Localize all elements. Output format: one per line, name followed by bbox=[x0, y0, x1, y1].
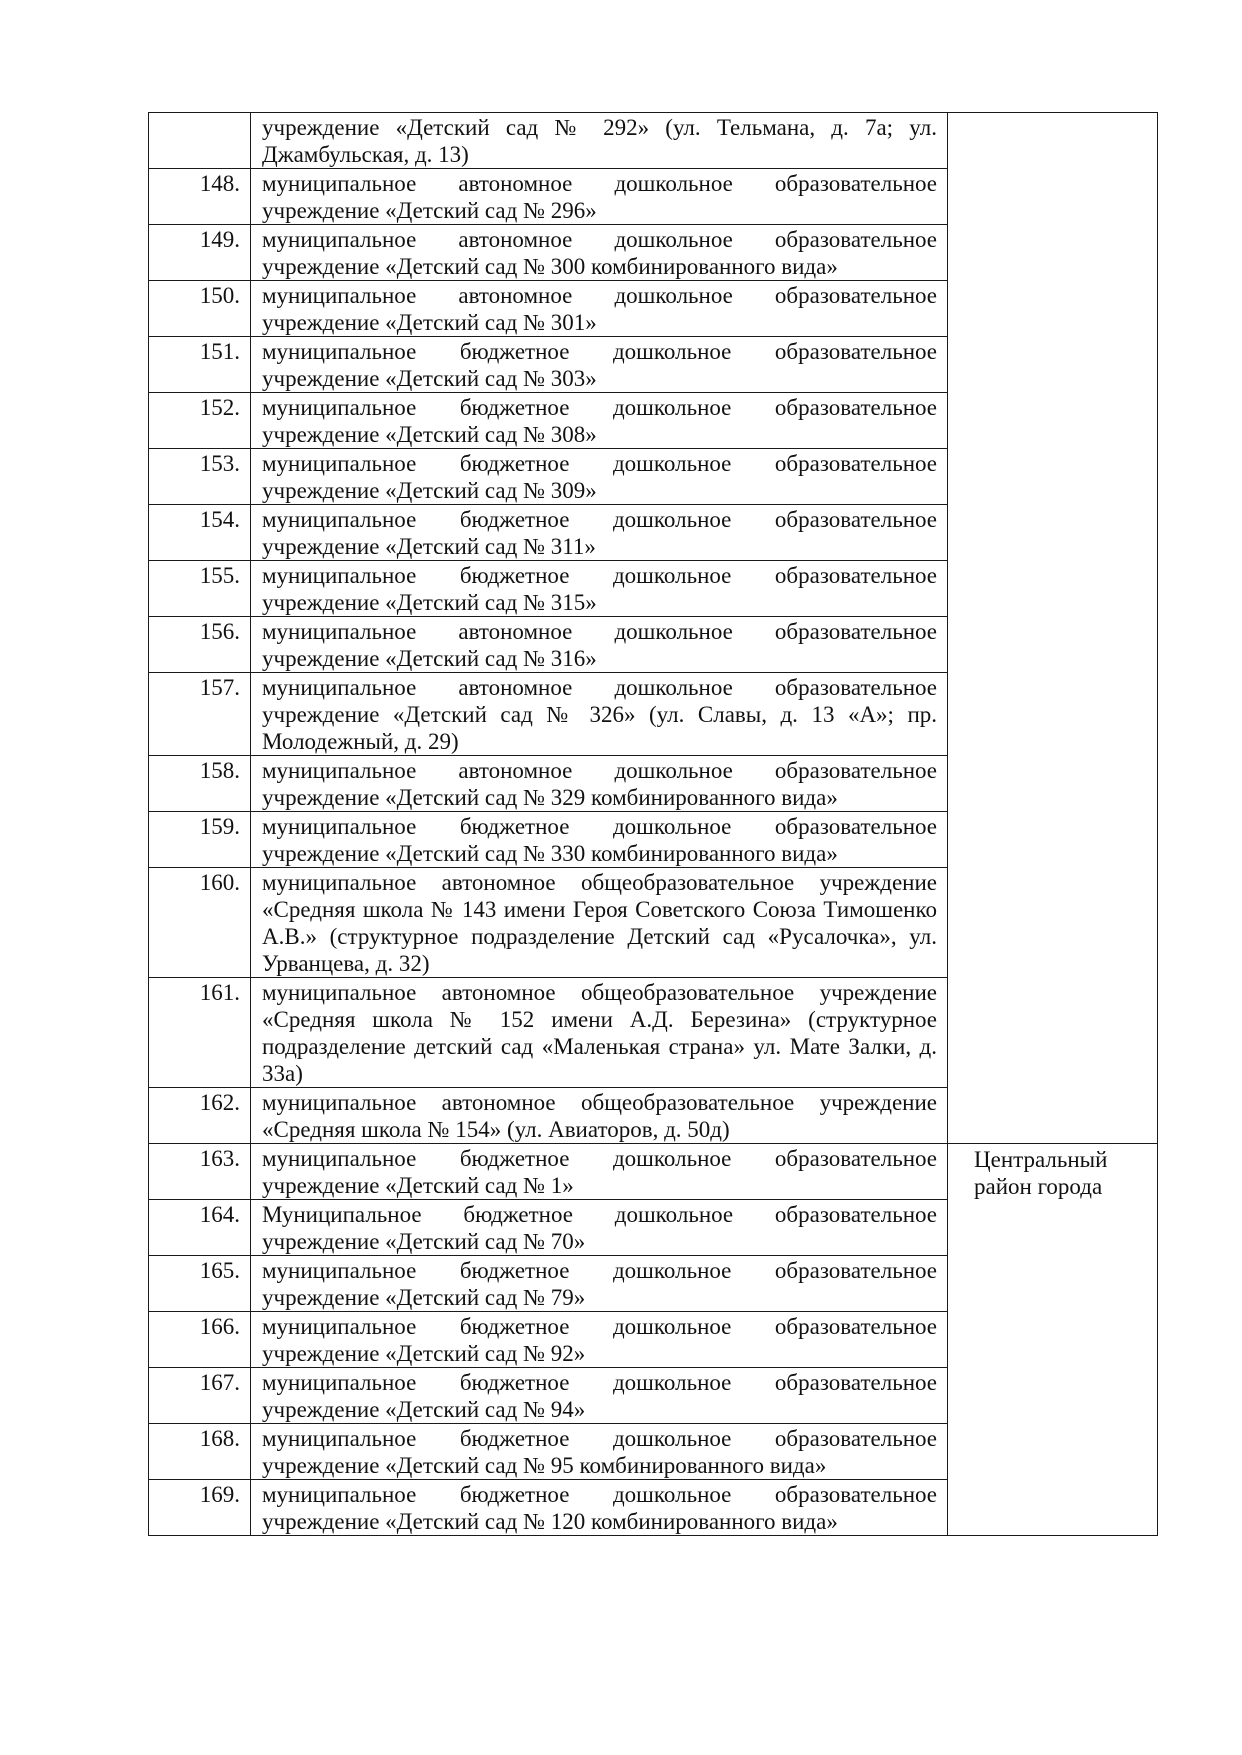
institution-name: муниципальное бюджетное дошкольное образовательное учреждение «Детский сад № 95 комбинированного вида» bbox=[251, 1424, 948, 1480]
institution-name: муниципальное автономное общеобразовательное учреждение «Средняя школа № 154» (ул. Авиаторов, д. 50д) bbox=[251, 1088, 948, 1144]
institution-name: муниципальное автономное дошкольное образовательное учреждение «Детский сад № 296» bbox=[251, 169, 948, 225]
row-number: 168. bbox=[149, 1424, 251, 1480]
institution-name: муниципальное бюджетное дошкольное образовательное учреждение «Детский сад № 330 комбинированного вида» bbox=[251, 812, 948, 868]
institution-name: муниципальное бюджетное дошкольное образовательное учреждение «Детский сад № 309» bbox=[251, 449, 948, 505]
row-number: 161. bbox=[149, 978, 251, 1088]
institution-name: муниципальное автономное дошкольное образовательное учреждение «Детский сад № 301» bbox=[251, 281, 948, 337]
institution-name: муниципальное бюджетное дошкольное образовательное учреждение «Детский сад № 79» bbox=[251, 1256, 948, 1312]
row-number: 169. bbox=[149, 1480, 251, 1536]
table-row bbox=[149, 1144, 1158, 1200]
row-number: 162. bbox=[149, 1088, 251, 1144]
institution-name: муниципальное бюджетное дошкольное образовательное учреждение «Детский сад № 120 комбинированного вида» bbox=[251, 1480, 948, 1536]
row-number: 164. bbox=[149, 1200, 251, 1256]
row-number: 148. bbox=[149, 169, 251, 225]
institution-name: учреждение «Детский сад № 292» (ул. Тельмана, д. 7а; ул. Джамбульская, д. 13) bbox=[251, 113, 948, 169]
institution-name: муниципальное бюджетное дошкольное образовательное учреждение «Детский сад № 303» bbox=[251, 337, 948, 393]
institution-name: Муниципальное бюджетное дошкольное образовательное учреждение «Детский сад № 70» bbox=[251, 1200, 948, 1256]
row-number: 151. bbox=[149, 337, 251, 393]
row-number: 149. bbox=[149, 225, 251, 281]
row-number: 160. bbox=[149, 868, 251, 978]
institution-name: муниципальное бюджетное дошкольное образовательное учреждение «Детский сад № 92» bbox=[251, 1312, 948, 1368]
table-row bbox=[149, 113, 1158, 169]
row-number: 152. bbox=[149, 393, 251, 449]
row-number: 155. bbox=[149, 561, 251, 617]
institution-name: муниципальное бюджетное дошкольное образовательное учреждение «Детский сад № 308» bbox=[251, 393, 948, 449]
institution-name: муниципальное бюджетное дошкольное образовательное учреждение «Детский сад № 315» bbox=[251, 561, 948, 617]
institution-name: муниципальное автономное дошкольное образовательное учреждение «Детский сад № 300 комбинированного вида» bbox=[251, 225, 948, 281]
institution-name: муниципальное автономное дошкольное образовательное учреждение «Детский сад № 326» (ул. Славы, д. 13 «А»; пр. Молодежный, д. 29) bbox=[251, 673, 948, 756]
institution-name: муниципальное автономное общеобразовательное учреждение «Средняя школа № 143 имени Героя Советского Союза Тимошенко А.В.» (структурное подразделение Детский сад «Русалочка», ул. Урванцева, д. 32) bbox=[251, 868, 948, 978]
institution-name: муниципальное автономное общеобразовательное учреждение «Средняя школа № 152 имени А.Д. Березина» (структурное подразделение детский сад «Маленькая страна» ул. Мате Залки, д. 33а) bbox=[251, 978, 948, 1088]
row-number: 157. bbox=[149, 673, 251, 756]
row-number: 163. bbox=[149, 1144, 251, 1200]
row-number: 166. bbox=[149, 1312, 251, 1368]
institutions-table bbox=[148, 112, 1158, 1536]
row-number: 165. bbox=[149, 1256, 251, 1312]
row-number: 153. bbox=[149, 449, 251, 505]
institution-name: муниципальное бюджетное дошкольное образовательное учреждение «Детский сад № 94» bbox=[251, 1368, 948, 1424]
district-central: Центральный район города bbox=[948, 1144, 1158, 1536]
district-cell-previous bbox=[948, 113, 1158, 1144]
row-number: 167. bbox=[149, 1368, 251, 1424]
row-number: 150. bbox=[149, 281, 251, 337]
row-number: 156. bbox=[149, 617, 251, 673]
institution-name: муниципальное автономное дошкольное образовательное учреждение «Детский сад № 316» bbox=[251, 617, 948, 673]
row-number bbox=[149, 113, 251, 169]
row-number: 159. bbox=[149, 812, 251, 868]
institution-name: муниципальное бюджетное дошкольное образовательное учреждение «Детский сад № 311» bbox=[251, 505, 948, 561]
institution-name: муниципальное бюджетное дошкольное образовательное учреждение «Детский сад № 1» bbox=[251, 1144, 948, 1200]
row-number: 158. bbox=[149, 756, 251, 812]
row-number: 154. bbox=[149, 505, 251, 561]
institution-name: муниципальное автономное дошкольное образовательное учреждение «Детский сад № 329 комбинированного вида» bbox=[251, 756, 948, 812]
